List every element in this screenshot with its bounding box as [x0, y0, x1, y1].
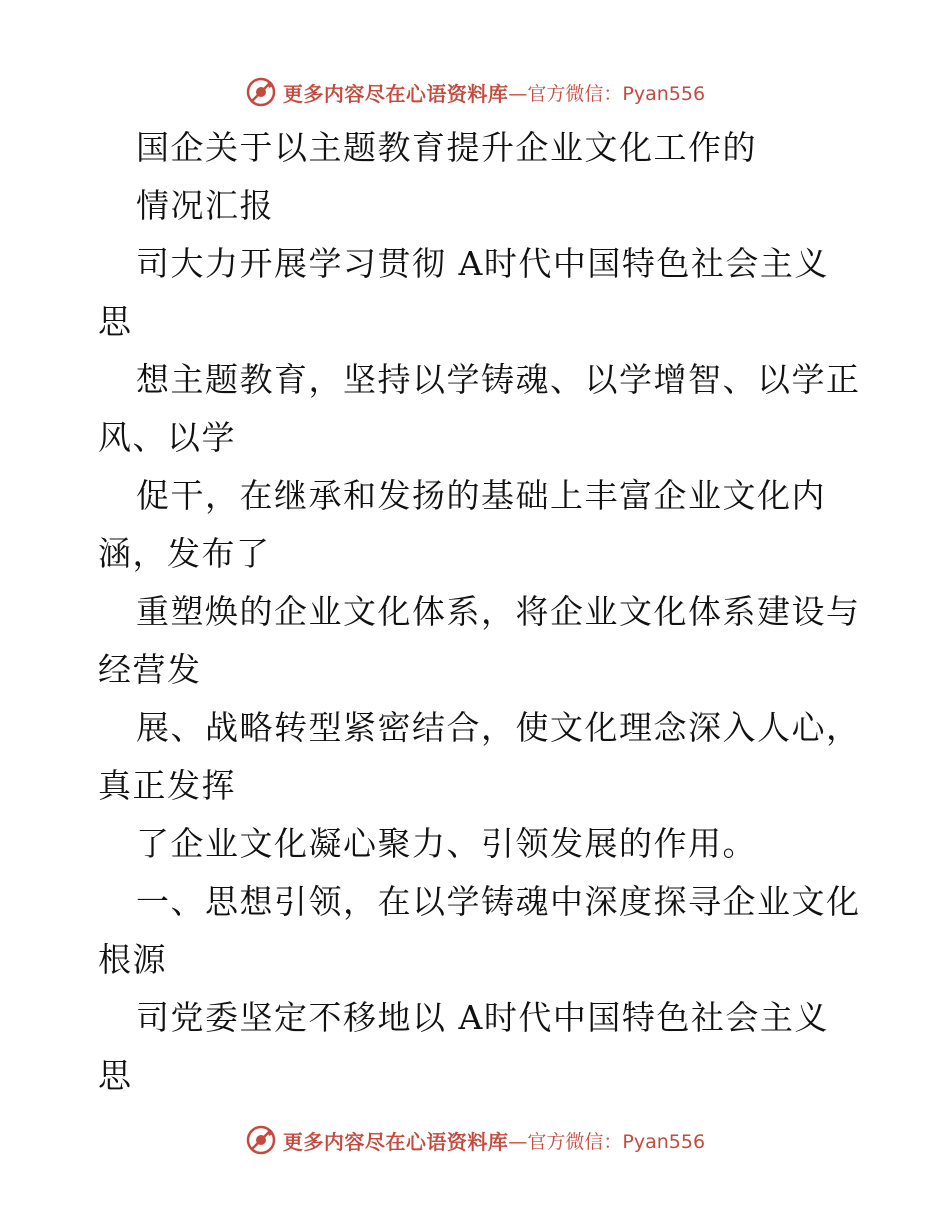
header-banner-main-text: 更多内容尽在心语资料库: [282, 81, 509, 106]
doc-line: 想主题教育，坚持以学铸魂、以学增智、以学正: [136, 360, 861, 399]
doc-line: 根源: [98, 940, 167, 979]
doc-line: 促干，在继承和发扬的基础上丰富企业文化内: [136, 476, 826, 515]
header-watermark-banner: [0, 72, 950, 112]
doc-title-line-1: 国企关于以主题教育提升企业文化工作的: [136, 128, 757, 167]
brand-logo-icon: [245, 76, 277, 108]
doc-line: 司党委坚定不移地以 A时代中国特色社会主义: [136, 998, 829, 1037]
doc-line: 涵，发布了: [98, 534, 271, 573]
doc-line: 思: [98, 302, 133, 341]
brand-logo-icon: [245, 1124, 277, 1156]
doc-line: 司大力开展学习贯彻 A时代中国特色社会主义: [136, 244, 829, 283]
doc-line: 了企业文化凝心聚力、引领发展的作用。: [136, 824, 757, 863]
footer-banner-main-text: 更多内容尽在心语资料库: [282, 1129, 509, 1154]
doc-line: 经营发: [98, 650, 202, 689]
doc-line: 风、以学: [98, 418, 236, 457]
doc-line: 真正发挥: [98, 766, 236, 805]
doc-line: 展、战略转型紧密结合，使文化理念深入人心，: [136, 708, 861, 747]
footer-watermark-banner: [0, 1120, 950, 1160]
doc-line: 思: [98, 1056, 133, 1095]
doc-section-heading: 一、思想引领，在以学铸魂中深度探寻企业文化: [136, 882, 861, 921]
doc-line: 重塑焕的企业文化体系，将企业文化体系建设与: [136, 592, 861, 631]
header-banner-side-text: —官方微信：Pyan556: [508, 82, 706, 105]
doc-title-line-2: 情况汇报: [136, 186, 274, 225]
footer-banner-side-text: —官方微信：Pyan556: [508, 1130, 706, 1153]
